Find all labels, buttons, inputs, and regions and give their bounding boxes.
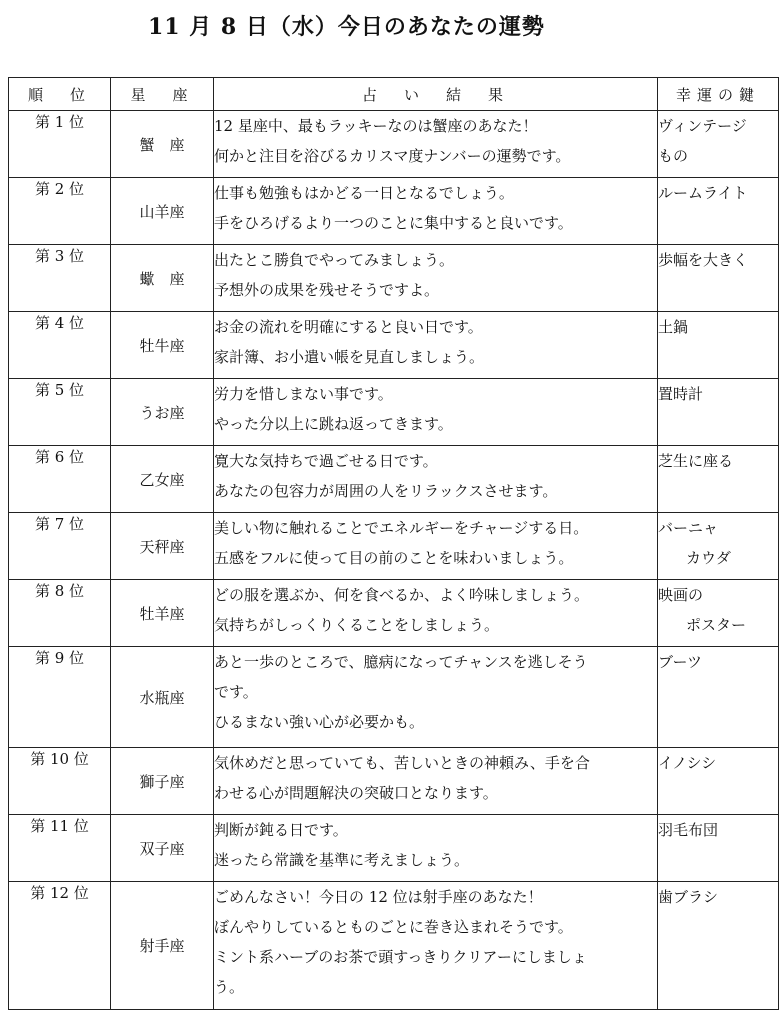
lucky-key-cell bbox=[658, 178, 779, 245]
result-line: 12 星座中、最もラッキーなのは蟹座のあなた！ bbox=[214, 117, 538, 135]
sign-cell: 乙女座 bbox=[111, 446, 214, 513]
result-line: 家計簿、お小遣い帳を見直しましょう。 bbox=[214, 348, 485, 366]
lucky-key-line: 映画の bbox=[658, 586, 704, 604]
result-line: あなたの包容力が周囲の人をリラックスさせます。 bbox=[214, 482, 558, 500]
table-row bbox=[9, 513, 779, 580]
header-rank: 順 位 bbox=[9, 78, 111, 111]
result-cell bbox=[214, 815, 658, 882]
result-line: わせる心が問題解決の突破口となります。 bbox=[214, 784, 498, 802]
lucky-key-cell bbox=[658, 882, 779, 1010]
sign-cell: 獅子座 bbox=[111, 748, 214, 815]
lucky-key-line: ポスター bbox=[686, 616, 747, 634]
rank-cell: 第 2 位 bbox=[9, 178, 111, 245]
lucky-key-line: 芝生に座る bbox=[658, 452, 734, 470]
page-title: 11 月 8 日（水）今日のあなたの運勢 bbox=[148, 14, 545, 40]
result-line: 労力を惜しまない事です。 bbox=[214, 385, 393, 403]
lucky-key-line: バーニャ bbox=[658, 519, 719, 537]
table-row bbox=[9, 580, 779, 647]
result-cell bbox=[214, 111, 658, 178]
sign-cell: 水瓶座 bbox=[111, 647, 214, 748]
result-cell bbox=[214, 748, 658, 815]
sign-cell: 牡羊座 bbox=[111, 580, 214, 647]
result-line: やった分以上に跳ね返ってきます。 bbox=[214, 415, 453, 433]
rank-cell: 第 6 位 bbox=[9, 446, 111, 513]
result-cell bbox=[214, 882, 658, 1010]
result-line: 気休めだと思っていても、苦しいときの神頼み、手を合 bbox=[214, 754, 590, 772]
lucky-key-line: 歩幅を大きく bbox=[658, 251, 749, 269]
lucky-key-line: イノシシ bbox=[658, 754, 717, 772]
sign-cell: 天秤座 bbox=[111, 513, 214, 580]
result-line: う。 bbox=[214, 978, 245, 996]
result-line: です。 bbox=[214, 683, 258, 701]
lucky-key-cell bbox=[658, 379, 779, 446]
result-cell bbox=[214, 379, 658, 446]
result-line: 五感をフルに使って目の前のことを味わいましょう。 bbox=[214, 549, 574, 567]
result-line: あと一歩のところで、臆病になってチャンスを逃しそう bbox=[214, 653, 588, 671]
table-row bbox=[9, 446, 779, 513]
header-lucky-key: 幸運の鍵 bbox=[658, 78, 779, 111]
header-result: 占 い 結 果 bbox=[214, 78, 658, 111]
result-line: 予想外の成果を残せそうですよ。 bbox=[214, 281, 440, 299]
result-line: ぼんやりしているとものごとに巻き込まれそうです。 bbox=[214, 918, 573, 936]
rank-cell: 第 3 位 bbox=[9, 245, 111, 312]
rank-cell: 第 7 位 bbox=[9, 513, 111, 580]
lucky-key-cell bbox=[658, 513, 779, 580]
sign-cell: 射手座 bbox=[111, 882, 214, 1010]
result-cell bbox=[214, 178, 658, 245]
lucky-key-cell bbox=[658, 446, 779, 513]
result-line: ミント系ハーブのお茶で頭すっきりクリアーにしましょ bbox=[214, 948, 587, 966]
result-line: 手をひろげるより一つのことに集中すると良いです。 bbox=[214, 214, 573, 232]
sign-cell: うお座 bbox=[111, 379, 214, 446]
result-line: 仕事も勉強もはかどる一日となるでしょう。 bbox=[214, 184, 514, 202]
table-row bbox=[9, 882, 779, 1010]
table-row bbox=[9, 245, 779, 312]
result-cell bbox=[214, 312, 658, 379]
lucky-key-cell bbox=[658, 748, 779, 815]
sign-cell: 蟹 座 bbox=[111, 111, 214, 178]
table-row bbox=[9, 815, 779, 882]
lucky-key-line: ブーツ bbox=[658, 653, 702, 671]
result-line: 気持ちがしっくりくることをしましょう。 bbox=[214, 616, 500, 634]
result-line: お金の流れを明確にすると良い日です。 bbox=[214, 318, 483, 336]
lucky-key-line: 土鍋 bbox=[658, 318, 689, 336]
table-body bbox=[9, 111, 779, 1010]
header-row bbox=[9, 78, 779, 111]
rank-cell: 第 12 位 bbox=[9, 882, 111, 1010]
sign-cell: 牡牛座 bbox=[111, 312, 214, 379]
result-line: ひるまない強い心が必要かも。 bbox=[214, 713, 425, 731]
result-cell bbox=[214, 446, 658, 513]
lucky-key-cell bbox=[658, 815, 779, 882]
table-row bbox=[9, 178, 779, 245]
rank-cell: 第 11 位 bbox=[9, 815, 111, 882]
lucky-key-cell bbox=[658, 111, 779, 178]
lucky-key-line: 歯ブラシ bbox=[658, 888, 719, 906]
result-line: 出たとこ勝負でやってみましょう。 bbox=[214, 251, 455, 269]
lucky-key-cell bbox=[658, 647, 779, 748]
result-line: 判断が鈍る日です。 bbox=[214, 821, 348, 839]
result-cell bbox=[214, 513, 658, 580]
result-cell bbox=[214, 245, 658, 312]
rank-cell: 第 9 位 bbox=[9, 647, 111, 748]
sign-cell: 山羊座 bbox=[111, 178, 214, 245]
result-line: 寛大な気持ちで過ごせる日です。 bbox=[214, 452, 438, 470]
fortune-table bbox=[8, 77, 779, 1010]
lucky-key-cell bbox=[658, 312, 779, 379]
table-row bbox=[9, 748, 779, 815]
rank-cell: 第 4 位 bbox=[9, 312, 111, 379]
rank-cell: 第 10 位 bbox=[9, 748, 111, 815]
result-cell bbox=[214, 647, 658, 748]
table-row bbox=[9, 312, 779, 379]
lucky-key-line: カウダ bbox=[686, 549, 731, 567]
table-row bbox=[9, 111, 779, 178]
sign-cell: 蠍 座 bbox=[111, 245, 214, 312]
table-row bbox=[9, 647, 779, 748]
lucky-key-line: ヴィンテージ bbox=[658, 117, 747, 135]
sign-cell: 双子座 bbox=[111, 815, 214, 882]
result-line: 何かと注目を浴びるカリスマ度ナンバーの運勢です。 bbox=[214, 147, 571, 165]
result-line: どの服を選ぶか、何を食べるか、よく吟味しましょう。 bbox=[214, 586, 590, 604]
lucky-key-cell bbox=[658, 245, 779, 312]
result-line: 迷ったら常識を基準に考えましょう。 bbox=[214, 851, 470, 869]
lucky-key-cell bbox=[658, 580, 779, 647]
rank-cell: 第 5 位 bbox=[9, 379, 111, 446]
lucky-key-line: もの bbox=[658, 147, 689, 165]
table-row bbox=[9, 379, 779, 446]
rank-cell: 第 8 位 bbox=[9, 580, 111, 647]
lucky-key-line: 置時計 bbox=[658, 385, 704, 403]
rank-cell: 第 1 位 bbox=[9, 111, 111, 178]
result-cell bbox=[214, 580, 658, 647]
header-sign: 星 座 bbox=[111, 78, 214, 111]
result-line: ごめんなさい！今日の 12 位は射手座のあなた！ bbox=[214, 888, 543, 906]
lucky-key-line: ルームライト bbox=[658, 184, 748, 202]
result-line: 美しい物に触れることでエネルギーをチャージする日。 bbox=[214, 519, 589, 537]
lucky-key-line: 羽毛布団 bbox=[658, 821, 719, 839]
